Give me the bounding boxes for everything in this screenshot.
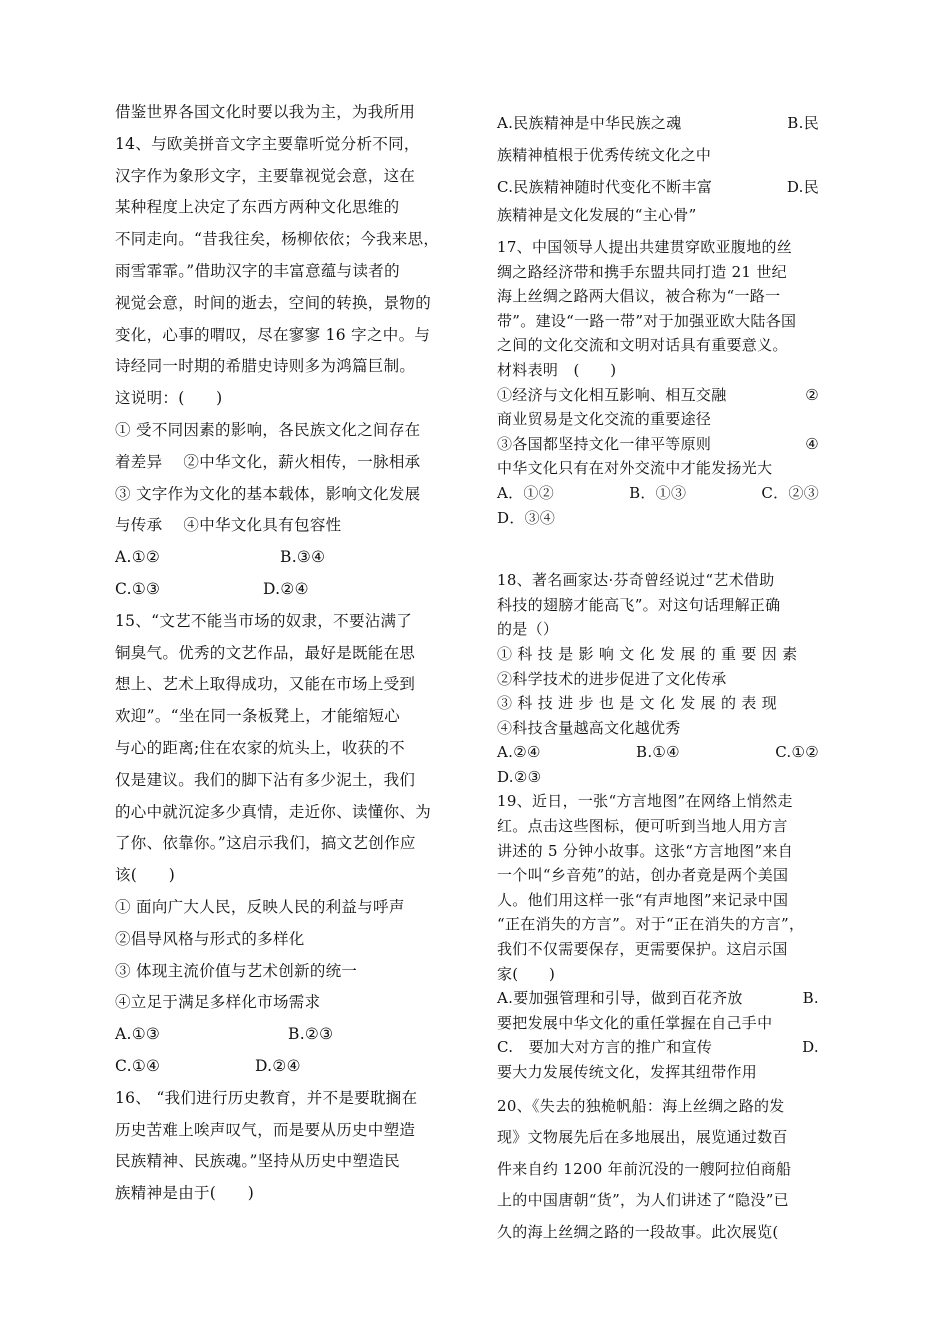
q19-option-line xyxy=(497,986,819,1011)
q16-option-a[interactable]: A.民族精神是中华民族之魂 xyxy=(497,114,682,132)
q19-stem-line: 讲述的 5 分钟小故事。这张“方言地图”来自 xyxy=(497,841,794,860)
q19-stem-line: 我们不仅需要保存，更需要保护。这启示国 xyxy=(497,940,788,959)
q17-option-b[interactable]: B．①③ xyxy=(629,483,687,502)
q14-statement-line: 与传承 ④中华文化具有包容性 xyxy=(115,516,342,535)
q18-option-a[interactable]: A.②④ xyxy=(497,743,541,762)
q18-statement-line: ④科技含量越高文化越优秀 xyxy=(497,718,681,737)
q17-option-d[interactable]: D．③④ xyxy=(497,508,556,527)
q17-option-a[interactable]: A．①② xyxy=(497,483,555,502)
q17-statement-2-start: ② xyxy=(805,385,819,404)
q19-option-line: 要大力发展传统文化，发挥其纽带作用 xyxy=(497,1063,758,1081)
q18-stem-line: 18、著名画家达·芬奇曾经说过“艺术借助 xyxy=(497,571,775,590)
question-20 xyxy=(497,1091,819,1249)
q14-stem-line: 变化，心事的喟叹，尽在寥寥 16 字之中。与 xyxy=(115,325,431,344)
question-15 xyxy=(115,606,445,1083)
blank-gap xyxy=(497,530,819,568)
q20-stem-line: 20、《失去的独桅帆船：海上丝绸之路的发 xyxy=(497,1096,785,1115)
q18-options-row xyxy=(497,740,819,765)
q14-stem-line: 汉字作为象形文字，主要靠视觉会意，这在 xyxy=(115,166,416,185)
q19-option-a[interactable]: A.要加强管理和引导，做到百花齐放 xyxy=(497,989,743,1008)
q17-stem-line: 材料表明 ( ) xyxy=(497,360,617,379)
q19-option-b-start[interactable]: B. xyxy=(802,989,819,1008)
q16-stem-line: 民族精神、民族魂。”坚持从历史中塑造民 xyxy=(115,1152,400,1171)
q15-stem-line: 15、“文艺不能当市场的奴隶，不要沾满了 xyxy=(115,611,413,630)
q16-option-line: 族精神植根于优秀传统文化之中 xyxy=(497,146,712,164)
q15-option-a[interactable]: A.①③ xyxy=(115,1025,161,1044)
q15-options-row xyxy=(115,1051,445,1083)
q19-stem-line: 家( ) xyxy=(497,964,556,983)
right-column xyxy=(497,107,819,1249)
q17-statement-4-start: ④ xyxy=(805,434,819,453)
q15-stem-line: 与心的距离;住在农家的炕头上，收获的不 xyxy=(115,738,405,757)
q16-stem-line: 16、 “我们进行历史教育，并不是要耽搁在 xyxy=(115,1088,418,1107)
q14-stem-line: 某种程度上决定了东西方两种文化思维的 xyxy=(115,198,400,217)
q14-statement-line: ① 受不同因素的影响，各民族文化之间存在 xyxy=(115,420,421,439)
q18-option-d[interactable]: D.②③ xyxy=(497,767,542,786)
question-19 xyxy=(497,789,819,1084)
q14-stem-line: 这说明：( ) xyxy=(115,389,223,408)
q18-stem-line: 的是（） xyxy=(497,620,559,639)
q15-statement-line: ②倡导风格与形式的多样化 xyxy=(115,929,305,948)
q16-option-line xyxy=(497,171,819,203)
q14-options-row xyxy=(115,574,445,606)
q16-stem-line: 族精神是由于( ) xyxy=(115,1184,255,1203)
q14-option-a[interactable]: A.①② xyxy=(115,548,161,567)
q18-option-b[interactable]: B.①④ xyxy=(636,743,680,762)
q17-stem-line: 海上丝绸之路两大倡议，被合称为“一路一 xyxy=(497,287,781,306)
q14-stem-line: 视觉会意，时间的逝去，空间的转换，景物的 xyxy=(115,293,432,312)
q16-option-line: 族精神是文化发展的“主心骨” xyxy=(497,206,697,224)
question-17 xyxy=(497,235,819,530)
question-14 xyxy=(115,129,445,606)
q17-stem-line: 绸之路经济带和携手东盟共同打造 21 世纪 xyxy=(497,262,787,281)
q15-option-d[interactable]: D.②④ xyxy=(255,1056,301,1075)
q18-option-c[interactable]: C.①② xyxy=(775,743,819,762)
q14-stem-line: 诗经同一时期的希腊史诗则多为鸿篇巨制。 xyxy=(115,357,416,376)
q19-option-line xyxy=(497,1035,819,1060)
q18-statement-line: ① 科 技 是 影 响 文 化 发 展 的 重 要 因 素 xyxy=(497,644,798,663)
q17-statement-line: 商业贸易是文化交流的重要途径 xyxy=(497,410,712,429)
q14-option-c[interactable]: C.①③ xyxy=(115,579,161,598)
q20-stem-line: 久的海上丝绸之路的一段故事。此次展览( xyxy=(497,1222,779,1241)
q17-statement-1: ①经济与文化相互影响、相互交融 xyxy=(497,385,727,404)
q15-statement-line: ③ 体现主流价值与艺术创新的统一 xyxy=(115,961,358,980)
q15-stem-line: 想上、艺术上取得成功，又能在市场上受到 xyxy=(115,675,416,694)
q19-option-c[interactable]: C. 要加大对方言的推广和宣传 xyxy=(497,1038,713,1057)
left-column xyxy=(115,97,445,1210)
q15-option-b[interactable]: B.②③ xyxy=(288,1025,334,1044)
q19-stem-line: 人。他们用这样一张“有声地图”来记录中国 xyxy=(497,890,789,909)
q19-stem-line: “正在消失的方言”。对于“正在消失的方言”， xyxy=(497,915,805,934)
question-18 xyxy=(497,568,819,789)
q18-stem-line: 科技的翅膀才能高飞”。对这句话理解正确 xyxy=(497,595,781,614)
q15-stem-line: 欢迎”。“坐在同一条板凳上，才能缩短心 xyxy=(115,707,401,726)
q14-stem-line: 不同走向。“昔我往矣，杨柳依依；今我来思， xyxy=(115,230,440,249)
q19-option-line: 要把发展中华文化的重任掌握在自己手中 xyxy=(497,1013,773,1032)
q15-options-row xyxy=(115,1019,445,1051)
q17-statement-line xyxy=(497,383,819,408)
q15-stem-line: 的心中就沉淀多少真情，走近你、读懂你、为 xyxy=(115,802,432,821)
q17-stem-line: 之间的文化交流和文明对话具有重要意义。 xyxy=(497,336,788,355)
q19-stem-line: 红。点击这些图标，便可听到当地人用方言 xyxy=(497,817,788,836)
q14-option-b[interactable]: B.③④ xyxy=(280,548,326,567)
q17-option-c[interactable]: C．②③ xyxy=(761,483,819,502)
q16-option-d-start[interactable]: D.民 xyxy=(786,178,819,196)
q19-option-d-start[interactable]: D. xyxy=(802,1038,819,1057)
q15-option-c[interactable]: C.①④ xyxy=(115,1056,161,1075)
q16-option-line xyxy=(497,107,819,139)
q15-stem-line: 该( ) xyxy=(115,866,176,885)
q20-stem-line: 件来自约 1200 年前沉没的一艘阿拉伯商船 xyxy=(497,1159,792,1178)
q17-statement-line xyxy=(497,432,819,457)
q15-stem-line: 了你、依靠你。”这启示我们，搞文艺创作应 xyxy=(115,834,416,853)
q16-stem-line: 历史苦难上唉声叹气，而是要从历史中塑造 xyxy=(115,1120,416,1139)
q15-statement-line: ① 面向广大人民，反映人民的利益与呼声 xyxy=(115,897,405,916)
q14-statement-line: 着差异 ②中华文化，薪火相传，一脉相承 xyxy=(115,452,421,471)
q18-statement-line: ③ 科 技 进 步 也 是 文 化 发 展 的 表 现 xyxy=(497,694,778,713)
q17-statement-3: ③各国都坚持文化一律平等原则 xyxy=(497,434,712,453)
q17-stem-line: 17、中国领导人提出共建贯穿欧亚腹地的丝 xyxy=(497,238,793,256)
q17-statement-line: 中华文化只有在对外交流中才能发扬光大 xyxy=(497,459,773,478)
q17-stem-line: 带”。建设“一路一带”对于加强亚欧大陆各国 xyxy=(497,311,797,330)
q16-option-c[interactable]: C.民族精神随时代变化不断丰富 xyxy=(497,178,713,196)
q14-statement-line: ③ 文字作为文化的基本载体，影响文化发展 xyxy=(115,484,421,503)
q15-stem-line: 铜臭气。优秀的文艺作品，最好是既能在思 xyxy=(115,643,416,662)
q20-stem-line: 上的中国唐朝“货”，为人们讲述了“隐没”已 xyxy=(497,1191,789,1210)
q14-stem-line: 雨雪霏霏。”借助汉字的丰富意蕴与读者的 xyxy=(115,261,400,280)
q18-statement-line: ②科学技术的进步促进了文化传承 xyxy=(497,669,727,688)
q15-stem-line: 仅是建议。我们的脚下沾有多少泥土，我们 xyxy=(115,770,416,789)
q14-options-row xyxy=(115,542,445,574)
q14-option-d[interactable]: D.②④ xyxy=(263,579,309,598)
q14-stem-line: 14、与欧美拼音文字主要靠听觉分析不同， xyxy=(115,134,420,153)
q17-options-row xyxy=(497,481,819,506)
question-16 xyxy=(115,1083,445,1210)
q19-stem-line: 19、近日，一张“方言地图”在网络上悄然走 xyxy=(497,792,793,811)
q15-statement-line: ④立足于满足多样化市场需求 xyxy=(115,993,321,1012)
q13-tail-text: 借鉴世界各国文化时要以我为主，为我所用 xyxy=(115,103,416,121)
q20-stem-line: 现》文物展先后在多地展出，展览通过数百 xyxy=(497,1128,788,1147)
q19-stem-line: 一个叫“乡音苑”的站，创办者竟是两个美国 xyxy=(497,866,789,885)
question-16-options xyxy=(497,107,819,227)
q16-option-b-start[interactable]: B.民 xyxy=(787,114,819,132)
